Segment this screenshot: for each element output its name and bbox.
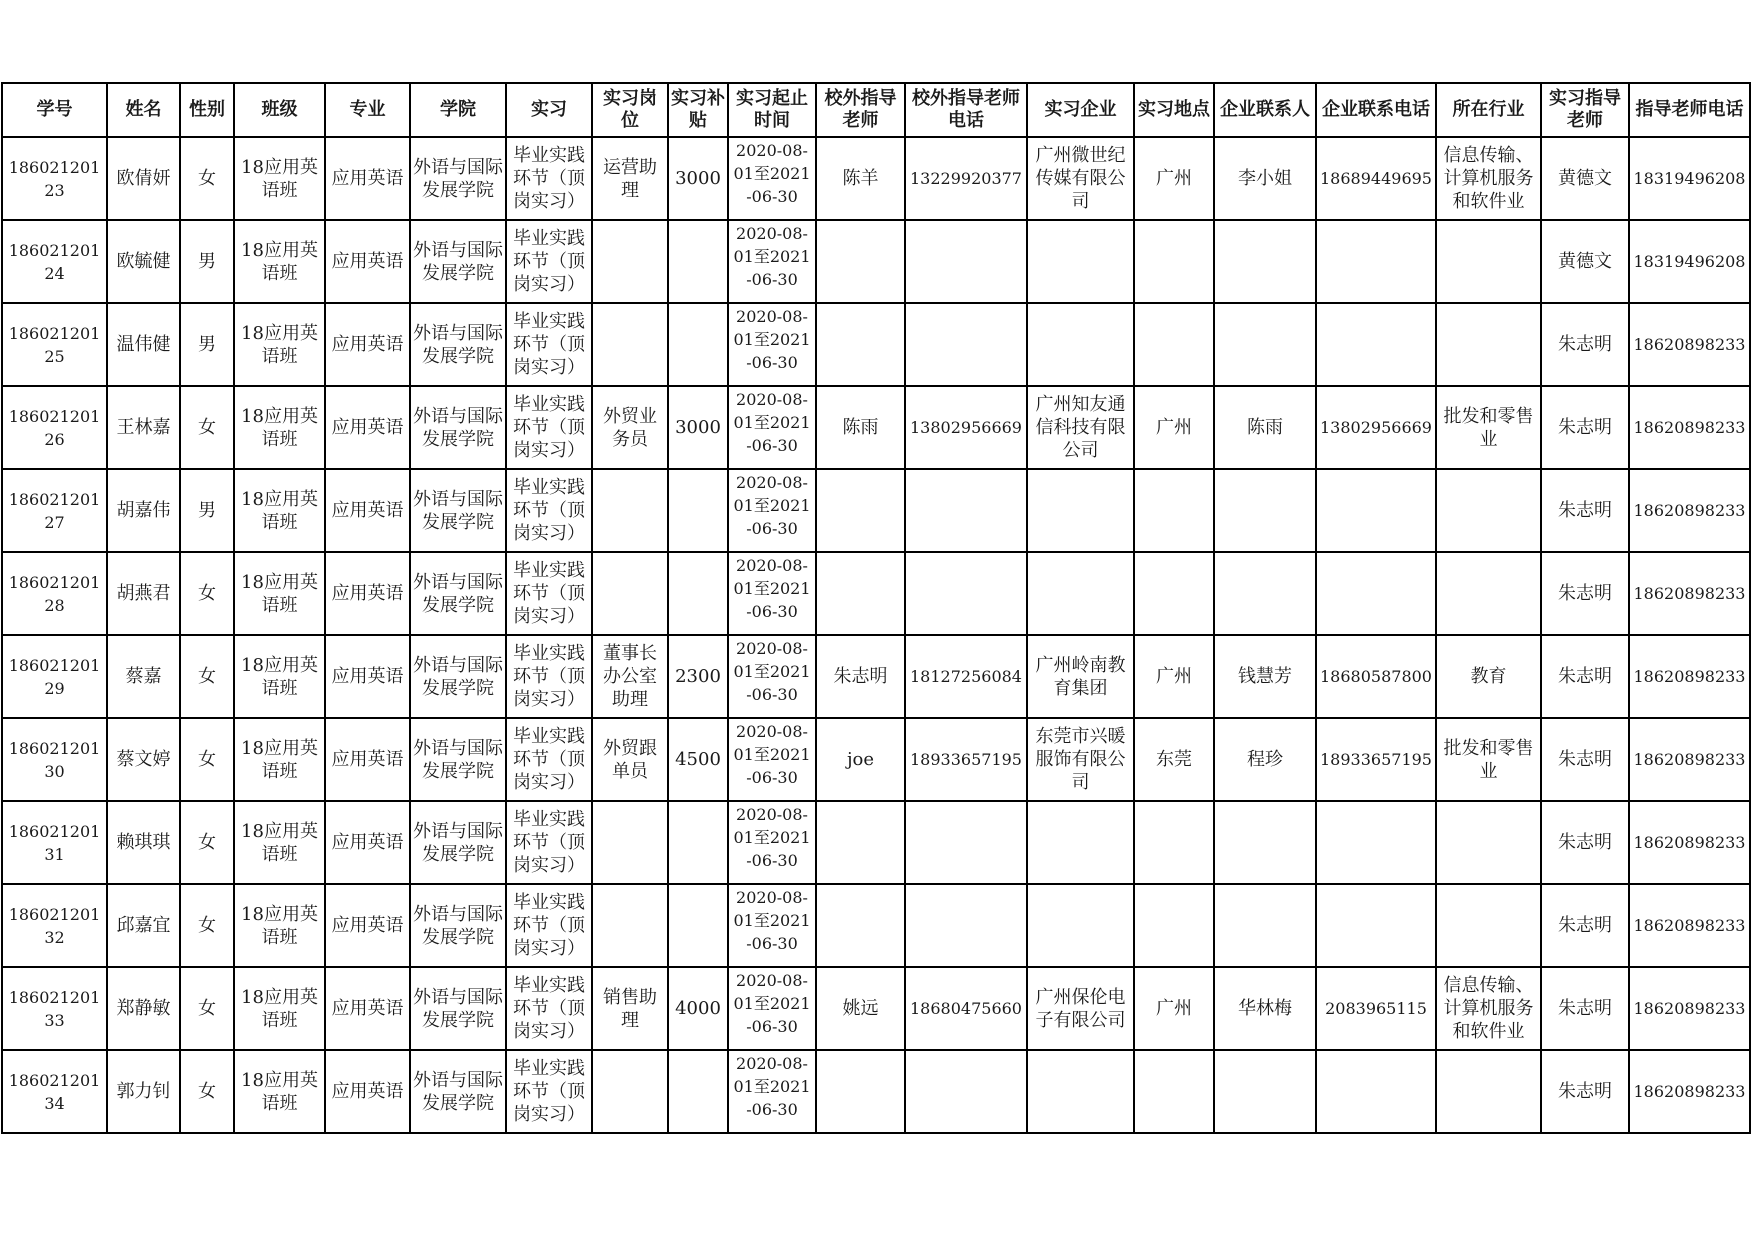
cell-company-contact: 程珍 bbox=[1214, 718, 1316, 801]
cell-company-phone: 18933657195 bbox=[1316, 718, 1436, 801]
cell-internship: 毕业实践环节（顶岗实习） bbox=[506, 1050, 592, 1133]
cell-period bbox=[728, 386, 816, 469]
cell-period bbox=[728, 718, 816, 801]
cell-external-tutor: 朱志明 bbox=[816, 635, 905, 718]
cell-internship: 毕业实践环节（顶岗实习） bbox=[506, 884, 592, 967]
cell-company-contact bbox=[1214, 220, 1316, 303]
cell-internship: 毕业实践环节（顶岗实习） bbox=[506, 137, 592, 220]
cell-period bbox=[728, 303, 816, 386]
cell-industry: 信息传输、计算机服务和软件业 bbox=[1436, 137, 1541, 220]
cell-class: 18应用英语班 bbox=[234, 552, 325, 635]
cell-name: 王林嘉 bbox=[107, 386, 180, 469]
cell-internship-tutor: 朱志明 bbox=[1541, 801, 1629, 884]
cell-external-tutor-phone bbox=[905, 884, 1027, 967]
cell-company: 广州保伦电子有限公司 bbox=[1027, 967, 1134, 1050]
cell-gender: 女 bbox=[180, 635, 234, 718]
cell-major: 应用英语 bbox=[325, 635, 410, 718]
cell-industry: 信息传输、计算机服务和软件业 bbox=[1436, 967, 1541, 1050]
cell-gender: 女 bbox=[180, 718, 234, 801]
cell-company bbox=[1027, 220, 1134, 303]
cell-gender: 男 bbox=[180, 220, 234, 303]
cell-external-tutor-phone: 13229920377 bbox=[905, 137, 1027, 220]
cell-tutor-phone: 18620898233 bbox=[1629, 635, 1750, 718]
cell-company-phone: 2083965115 bbox=[1316, 967, 1436, 1050]
cell-class: 18应用英语班 bbox=[234, 386, 325, 469]
period-text: 2020-08-01至2021-06-30 bbox=[733, 971, 811, 1036]
header-period: 实习起止时间 bbox=[728, 83, 816, 137]
table-row bbox=[2, 552, 1750, 635]
cell-tutor-phone: 18319496208 bbox=[1629, 137, 1750, 220]
header-location: 实习地点 bbox=[1134, 83, 1214, 137]
header-external-tutor: 校外指导老师 bbox=[816, 83, 905, 137]
cell-allowance: 4500 bbox=[668, 718, 728, 801]
cell-allowance bbox=[668, 469, 728, 552]
cell-company bbox=[1027, 552, 1134, 635]
cell-internship-tutor: 黄德文 bbox=[1541, 137, 1629, 220]
cell-major: 应用英语 bbox=[325, 884, 410, 967]
cell-position bbox=[592, 469, 668, 552]
cell-name: 欧毓健 bbox=[107, 220, 180, 303]
table-row bbox=[2, 220, 1750, 303]
cell-position bbox=[592, 220, 668, 303]
cell-industry bbox=[1436, 884, 1541, 967]
cell-company bbox=[1027, 801, 1134, 884]
cell-name: 蔡文婷 bbox=[107, 718, 180, 801]
cell-name: 赖琪琪 bbox=[107, 801, 180, 884]
cell-major: 应用英语 bbox=[325, 801, 410, 884]
period-text: 2020-08-01至2021-06-30 bbox=[733, 1054, 811, 1119]
header-internship-tutor: 实习指导老师 bbox=[1541, 83, 1629, 137]
cell-student-id: 18602120133 bbox=[2, 967, 107, 1050]
cell-industry bbox=[1436, 1050, 1541, 1133]
cell-college: 外语与国际发展学院 bbox=[410, 137, 506, 220]
cell-allowance bbox=[668, 1050, 728, 1133]
cell-company bbox=[1027, 1050, 1134, 1133]
cell-industry bbox=[1436, 552, 1541, 635]
cell-company-contact bbox=[1214, 552, 1316, 635]
cell-internship-tutor: 朱志明 bbox=[1541, 967, 1629, 1050]
cell-major: 应用英语 bbox=[325, 386, 410, 469]
cell-student-id: 18602120131 bbox=[2, 801, 107, 884]
cell-location bbox=[1134, 1050, 1214, 1133]
cell-class: 18应用英语班 bbox=[234, 469, 325, 552]
cell-student-id: 18602120129 bbox=[2, 635, 107, 718]
cell-name: 温伟健 bbox=[107, 303, 180, 386]
header-tutor-phone: 指导老师电话 bbox=[1629, 83, 1750, 137]
cell-internship-tutor: 黄德文 bbox=[1541, 220, 1629, 303]
cell-internship: 毕业实践环节（顶岗实习） bbox=[506, 552, 592, 635]
cell-major: 应用英语 bbox=[325, 137, 410, 220]
cell-internship: 毕业实践环节（顶岗实习） bbox=[506, 801, 592, 884]
table-body bbox=[2, 137, 1750, 1133]
header-company: 实习企业 bbox=[1027, 83, 1134, 137]
cell-tutor-phone: 18620898233 bbox=[1629, 801, 1750, 884]
cell-location: 广州 bbox=[1134, 386, 1214, 469]
cell-class: 18应用英语班 bbox=[234, 801, 325, 884]
cell-industry bbox=[1436, 303, 1541, 386]
cell-internship-tutor: 朱志明 bbox=[1541, 718, 1629, 801]
cell-gender: 女 bbox=[180, 967, 234, 1050]
cell-location: 东莞 bbox=[1134, 718, 1214, 801]
cell-major: 应用英语 bbox=[325, 1050, 410, 1133]
table-row bbox=[2, 801, 1750, 884]
cell-name: 郑静敏 bbox=[107, 967, 180, 1050]
cell-period bbox=[728, 469, 816, 552]
cell-external-tutor-phone bbox=[905, 552, 1027, 635]
cell-class: 18应用英语班 bbox=[234, 635, 325, 718]
cell-external-tutor-phone: 13802956669 bbox=[905, 386, 1027, 469]
cell-class: 18应用英语班 bbox=[234, 1050, 325, 1133]
cell-period bbox=[728, 801, 816, 884]
cell-company-contact bbox=[1214, 801, 1316, 884]
cell-period bbox=[728, 967, 816, 1050]
cell-company: 广州岭南教育集团 bbox=[1027, 635, 1134, 718]
cell-internship-tutor: 朱志明 bbox=[1541, 1050, 1629, 1133]
cell-internship: 毕业实践环节（顶岗实习） bbox=[506, 303, 592, 386]
cell-student-id: 18602120124 bbox=[2, 220, 107, 303]
cell-student-id: 18602120134 bbox=[2, 1050, 107, 1133]
period-text: 2020-08-01至2021-06-30 bbox=[733, 556, 811, 621]
period-text: 2020-08-01至2021-06-30 bbox=[733, 805, 811, 870]
cell-location: 广州 bbox=[1134, 635, 1214, 718]
table-row bbox=[2, 635, 1750, 718]
header-company-contact: 企业联系人 bbox=[1214, 83, 1316, 137]
cell-company-contact bbox=[1214, 303, 1316, 386]
cell-internship: 毕业实践环节（顶岗实习） bbox=[506, 967, 592, 1050]
cell-internship: 毕业实践环节（顶岗实习） bbox=[506, 635, 592, 718]
cell-company-phone: 13802956669 bbox=[1316, 386, 1436, 469]
header-external-tutor-phone: 校外指导老师电话 bbox=[905, 83, 1027, 137]
cell-period bbox=[728, 137, 816, 220]
cell-major: 应用英语 bbox=[325, 967, 410, 1050]
header-name: 姓名 bbox=[107, 83, 180, 137]
cell-position bbox=[592, 801, 668, 884]
table-row bbox=[2, 469, 1750, 552]
header-internship: 实习 bbox=[506, 83, 592, 137]
cell-company bbox=[1027, 884, 1134, 967]
period-text: 2020-08-01至2021-06-30 bbox=[733, 722, 811, 787]
cell-tutor-phone: 18620898233 bbox=[1629, 718, 1750, 801]
cell-tutor-phone: 18620898233 bbox=[1629, 967, 1750, 1050]
cell-external-tutor-phone bbox=[905, 220, 1027, 303]
cell-location: 广州 bbox=[1134, 967, 1214, 1050]
cell-allowance: 4000 bbox=[668, 967, 728, 1050]
cell-major: 应用英语 bbox=[325, 303, 410, 386]
cell-period bbox=[728, 552, 816, 635]
cell-name: 邱嘉宜 bbox=[107, 884, 180, 967]
cell-company-contact: 李小姐 bbox=[1214, 137, 1316, 220]
cell-company-contact bbox=[1214, 1050, 1316, 1133]
cell-company bbox=[1027, 303, 1134, 386]
cell-name: 郭力钊 bbox=[107, 1050, 180, 1133]
cell-position bbox=[592, 303, 668, 386]
cell-position bbox=[592, 884, 668, 967]
cell-location: 广州 bbox=[1134, 137, 1214, 220]
cell-location bbox=[1134, 469, 1214, 552]
cell-gender: 男 bbox=[180, 469, 234, 552]
cell-company-phone bbox=[1316, 1050, 1436, 1133]
cell-student-id: 18602120127 bbox=[2, 469, 107, 552]
period-text: 2020-08-01至2021-06-30 bbox=[733, 888, 811, 953]
cell-class: 18应用英语班 bbox=[234, 137, 325, 220]
period-text: 2020-08-01至2021-06-30 bbox=[733, 390, 811, 455]
cell-allowance: 3000 bbox=[668, 137, 728, 220]
cell-location bbox=[1134, 220, 1214, 303]
cell-tutor-phone: 18620898233 bbox=[1629, 552, 1750, 635]
period-text: 2020-08-01至2021-06-30 bbox=[733, 141, 811, 206]
cell-external-tutor bbox=[816, 884, 905, 967]
period-text: 2020-08-01至2021-06-30 bbox=[733, 224, 811, 289]
period-text: 2020-08-01至2021-06-30 bbox=[733, 307, 811, 372]
cell-internship-tutor: 朱志明 bbox=[1541, 303, 1629, 386]
cell-position: 运营助理 bbox=[592, 137, 668, 220]
period-text: 2020-08-01至2021-06-30 bbox=[733, 473, 811, 538]
cell-company-phone bbox=[1316, 552, 1436, 635]
cell-class: 18应用英语班 bbox=[234, 884, 325, 967]
cell-student-id: 18602120125 bbox=[2, 303, 107, 386]
cell-industry: 教育 bbox=[1436, 635, 1541, 718]
cell-college: 外语与国际发展学院 bbox=[410, 552, 506, 635]
cell-allowance: 3000 bbox=[668, 386, 728, 469]
cell-college: 外语与国际发展学院 bbox=[410, 884, 506, 967]
cell-external-tutor-phone: 18127256084 bbox=[905, 635, 1027, 718]
cell-college: 外语与国际发展学院 bbox=[410, 635, 506, 718]
cell-company-phone bbox=[1316, 303, 1436, 386]
internship-table bbox=[1, 82, 1751, 1134]
cell-name: 蔡嘉 bbox=[107, 635, 180, 718]
cell-tutor-phone: 18620898233 bbox=[1629, 386, 1750, 469]
cell-college: 外语与国际发展学院 bbox=[410, 801, 506, 884]
cell-external-tutor bbox=[816, 552, 905, 635]
cell-position: 董事长办公室助理 bbox=[592, 635, 668, 718]
cell-gender: 女 bbox=[180, 801, 234, 884]
cell-company-contact: 钱慧芳 bbox=[1214, 635, 1316, 718]
cell-name: 胡燕君 bbox=[107, 552, 180, 635]
cell-major: 应用英语 bbox=[325, 220, 410, 303]
cell-allowance bbox=[668, 801, 728, 884]
cell-college: 外语与国际发展学院 bbox=[410, 469, 506, 552]
cell-external-tutor: joe bbox=[816, 718, 905, 801]
cell-college: 外语与国际发展学院 bbox=[410, 220, 506, 303]
cell-student-id: 18602120130 bbox=[2, 718, 107, 801]
cell-company: 广州微世纪传媒有限公司 bbox=[1027, 137, 1134, 220]
cell-tutor-phone: 18319496208 bbox=[1629, 220, 1750, 303]
cell-position bbox=[592, 1050, 668, 1133]
header-allowance: 实习补贴 bbox=[668, 83, 728, 137]
cell-company-phone bbox=[1316, 469, 1436, 552]
header-major: 专业 bbox=[325, 83, 410, 137]
cell-class: 18应用英语班 bbox=[234, 303, 325, 386]
cell-external-tutor-phone bbox=[905, 801, 1027, 884]
cell-internship: 毕业实践环节（顶岗实习） bbox=[506, 220, 592, 303]
cell-name: 欧倩妍 bbox=[107, 137, 180, 220]
cell-company: 广州知友通信科技有限公司 bbox=[1027, 386, 1134, 469]
cell-period bbox=[728, 1050, 816, 1133]
cell-gender: 男 bbox=[180, 303, 234, 386]
cell-company bbox=[1027, 469, 1134, 552]
cell-company-phone bbox=[1316, 884, 1436, 967]
cell-external-tutor bbox=[816, 801, 905, 884]
cell-class: 18应用英语班 bbox=[234, 967, 325, 1050]
cell-period bbox=[728, 884, 816, 967]
table-row bbox=[2, 967, 1750, 1050]
cell-internship: 毕业实践环节（顶岗实习） bbox=[506, 386, 592, 469]
header-position: 实习岗位 bbox=[592, 83, 668, 137]
period-text: 2020-08-01至2021-06-30 bbox=[733, 639, 811, 704]
cell-class: 18应用英语班 bbox=[234, 220, 325, 303]
cell-college: 外语与国际发展学院 bbox=[410, 303, 506, 386]
cell-position: 销售助理 bbox=[592, 967, 668, 1050]
cell-major: 应用英语 bbox=[325, 718, 410, 801]
cell-internship-tutor: 朱志明 bbox=[1541, 469, 1629, 552]
cell-allowance bbox=[668, 884, 728, 967]
cell-internship: 毕业实践环节（顶岗实习） bbox=[506, 469, 592, 552]
cell-external-tutor bbox=[816, 469, 905, 552]
cell-external-tutor bbox=[816, 1050, 905, 1133]
cell-external-tutor-phone bbox=[905, 469, 1027, 552]
cell-period bbox=[728, 635, 816, 718]
header-college: 学院 bbox=[410, 83, 506, 137]
cell-company-phone bbox=[1316, 220, 1436, 303]
cell-gender: 女 bbox=[180, 552, 234, 635]
cell-company-phone bbox=[1316, 801, 1436, 884]
cell-tutor-phone: 18620898233 bbox=[1629, 884, 1750, 967]
header-row bbox=[2, 83, 1750, 137]
header-company-phone: 企业联系电话 bbox=[1316, 83, 1436, 137]
cell-allowance bbox=[668, 303, 728, 386]
header-student-id: 学号 bbox=[2, 83, 107, 137]
header-industry: 所在行业 bbox=[1436, 83, 1541, 137]
cell-position: 外贸业务员 bbox=[592, 386, 668, 469]
cell-major: 应用英语 bbox=[325, 469, 410, 552]
cell-internship-tutor: 朱志明 bbox=[1541, 884, 1629, 967]
table-row bbox=[2, 1050, 1750, 1133]
cell-student-id: 18602120128 bbox=[2, 552, 107, 635]
cell-class: 18应用英语班 bbox=[234, 718, 325, 801]
cell-external-tutor bbox=[816, 303, 905, 386]
cell-tutor-phone: 18620898233 bbox=[1629, 1050, 1750, 1133]
cell-external-tutor bbox=[816, 220, 905, 303]
cell-location bbox=[1134, 303, 1214, 386]
cell-allowance bbox=[668, 220, 728, 303]
header-class: 班级 bbox=[234, 83, 325, 137]
cell-student-id: 18602120123 bbox=[2, 137, 107, 220]
cell-tutor-phone: 18620898233 bbox=[1629, 303, 1750, 386]
table-row bbox=[2, 884, 1750, 967]
cell-industry: 批发和零售业 bbox=[1436, 386, 1541, 469]
cell-major: 应用英语 bbox=[325, 552, 410, 635]
table-row bbox=[2, 137, 1750, 220]
cell-tutor-phone: 18620898233 bbox=[1629, 469, 1750, 552]
cell-external-tutor-phone: 18680475660 bbox=[905, 967, 1027, 1050]
table-row bbox=[2, 303, 1750, 386]
cell-company: 东莞市兴暖服饰有限公司 bbox=[1027, 718, 1134, 801]
cell-location bbox=[1134, 884, 1214, 967]
cell-company-phone: 18680587800 bbox=[1316, 635, 1436, 718]
cell-gender: 女 bbox=[180, 1050, 234, 1133]
cell-company-contact: 陈雨 bbox=[1214, 386, 1316, 469]
cell-college: 外语与国际发展学院 bbox=[410, 967, 506, 1050]
cell-college: 外语与国际发展学院 bbox=[410, 1050, 506, 1133]
cell-location bbox=[1134, 801, 1214, 884]
cell-college: 外语与国际发展学院 bbox=[410, 386, 506, 469]
cell-period bbox=[728, 220, 816, 303]
cell-gender: 女 bbox=[180, 386, 234, 469]
cell-internship: 毕业实践环节（顶岗实习） bbox=[506, 718, 592, 801]
cell-external-tutor-phone bbox=[905, 303, 1027, 386]
cell-internship-tutor: 朱志明 bbox=[1541, 635, 1629, 718]
cell-allowance: 2300 bbox=[668, 635, 728, 718]
cell-internship-tutor: 朱志明 bbox=[1541, 552, 1629, 635]
cell-external-tutor: 姚远 bbox=[816, 967, 905, 1050]
cell-industry bbox=[1436, 220, 1541, 303]
cell-location bbox=[1134, 552, 1214, 635]
table-row bbox=[2, 718, 1750, 801]
cell-name: 胡嘉伟 bbox=[107, 469, 180, 552]
cell-position: 外贸跟单员 bbox=[592, 718, 668, 801]
table-row bbox=[2, 386, 1750, 469]
cell-external-tutor: 陈雨 bbox=[816, 386, 905, 469]
cell-external-tutor-phone: 18933657195 bbox=[905, 718, 1027, 801]
cell-industry bbox=[1436, 469, 1541, 552]
cell-student-id: 18602120126 bbox=[2, 386, 107, 469]
cell-company-contact: 华林梅 bbox=[1214, 967, 1316, 1050]
cell-student-id: 18602120132 bbox=[2, 884, 107, 967]
cell-company-phone: 18689449695 bbox=[1316, 137, 1436, 220]
cell-allowance bbox=[668, 552, 728, 635]
cell-company-contact bbox=[1214, 469, 1316, 552]
cell-position bbox=[592, 552, 668, 635]
cell-industry: 批发和零售业 bbox=[1436, 718, 1541, 801]
header-gender: 性别 bbox=[180, 83, 234, 137]
cell-external-tutor-phone bbox=[905, 1050, 1027, 1133]
cell-industry bbox=[1436, 801, 1541, 884]
cell-college: 外语与国际发展学院 bbox=[410, 718, 506, 801]
cell-gender: 女 bbox=[180, 137, 234, 220]
cell-internship-tutor: 朱志明 bbox=[1541, 386, 1629, 469]
cell-gender: 女 bbox=[180, 884, 234, 967]
cell-external-tutor: 陈羊 bbox=[816, 137, 905, 220]
cell-company-contact bbox=[1214, 884, 1316, 967]
